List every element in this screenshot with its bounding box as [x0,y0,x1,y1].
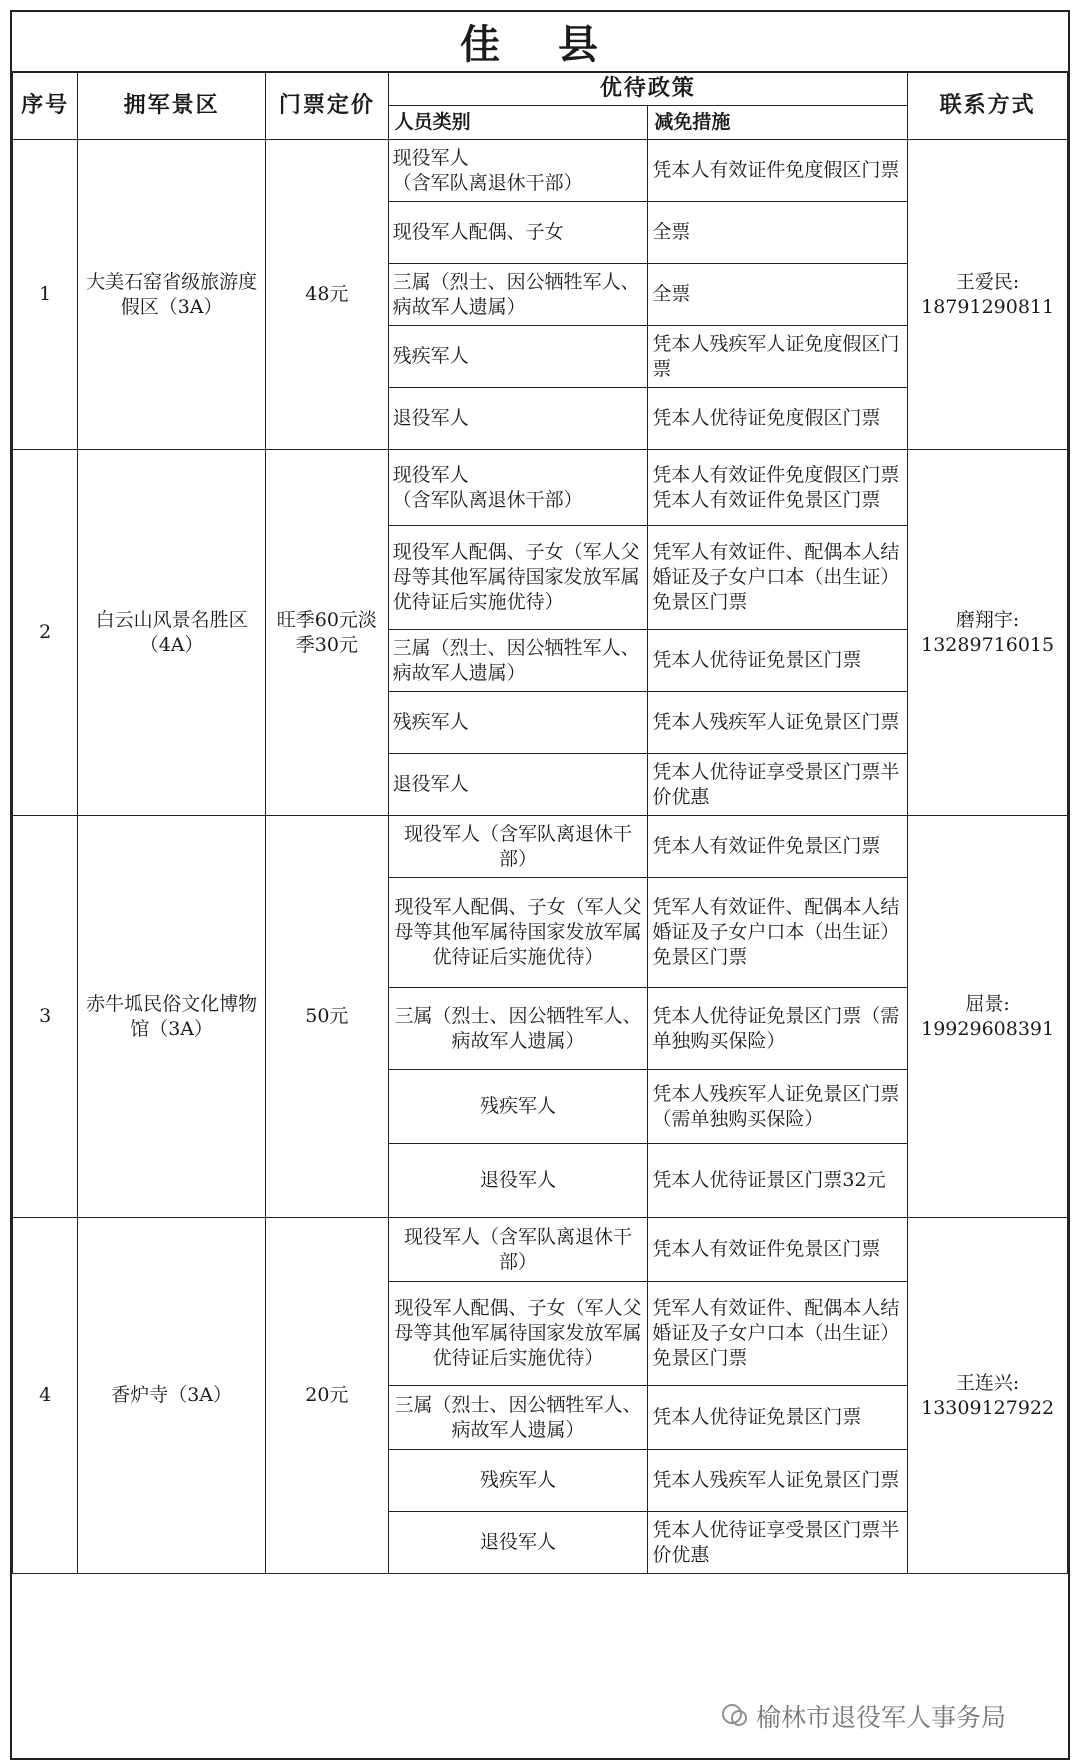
person-type-cell: 现役军人 （含军队离退休干部） [388,450,648,526]
header-contact: 联系方式 [908,72,1068,140]
table-row [13,1218,1068,1282]
person-type-cell: 现役军人 （含军队离退休干部） [388,140,648,202]
contact-phone: 19929608391 [921,1017,1055,1040]
measure-cell: 凭本人有效证件免度假区门票 [648,140,908,202]
row-number: 3 [13,816,78,1218]
scenic-name: 香炉寺（3A） [78,1218,266,1574]
ticket-price: 50元 [266,816,389,1218]
measure-cell: 全票 [648,264,908,326]
measure-cell: 凭本人优待证免景区门票 [648,630,908,692]
row-number: 2 [13,450,78,816]
person-type-cell: 三属（烈士、因公牺牲军人、病故军人遗属） [388,630,648,692]
person-type-cell: 现役军人配偶、子女（军人父母等其他军属待国家发放军属优待证后实施优待） [388,1282,648,1386]
measure-cell: 凭本人残疾军人证免景区门票 [648,692,908,754]
watermark [720,1698,1006,1734]
scenic-name: 大美石窑省级旅游度假区（3A） [78,140,266,450]
person-type-cell: 退役军人 [388,754,648,816]
row-number: 4 [13,1218,78,1574]
ticket-price: 48元 [266,140,389,450]
ticket-price: 旺季60元淡季30元 [266,450,389,816]
contact-name: 王爱民: [955,270,1020,293]
measure-cell: 凭本人残疾军人证免度假区门票 [648,326,908,388]
measure-cell: 凭本人有效证件免度假区门票凭本人有效证件免景区门票 [648,450,908,526]
header-no: 序号 [13,72,78,140]
measure-cell: 凭军人有效证件、配偶本人结婚证及子女户口本（出生证）免景区门票 [648,526,908,630]
person-type-cell: 三属（烈士、因公牺牲军人、病故军人遗属） [388,988,648,1070]
header-scenic: 拥军景区 [78,72,266,140]
measure-cell: 凭本人优待证免景区门票（需单独购买保险） [648,988,908,1070]
row-number: 1 [13,140,78,450]
measure-cell: 凭本人残疾军人证免景区门票 [648,1450,908,1512]
contact-name: 屈景: [965,992,1010,1015]
measure-cell: 凭本人有效证件免景区门票 [648,816,908,878]
contact-cell [908,140,1068,450]
table-row [13,140,1068,202]
person-type-cell: 残疾军人 [388,1070,648,1144]
contact-name: 磨翔宇: [955,608,1020,631]
policy-table [12,71,1068,1574]
person-type-cell: 退役军人 [388,388,648,450]
contact-cell [908,816,1068,1218]
contact-phone: 18791290811 [921,295,1055,318]
measure-cell: 全票 [648,202,908,264]
contact-phone: 13309127922 [921,1396,1055,1419]
measure-cell: 凭军人有效证件、配偶本人结婚证及子女户口本（出生证）免景区门票 [648,878,908,988]
table-row [13,816,1068,878]
person-type-cell: 三属（烈士、因公牺牲军人、病故军人遗属） [388,1386,648,1450]
person-type-cell: 现役军人配偶、子女 [388,202,648,264]
measure-cell: 凭军人有效证件、配偶本人结婚证及子女户口本（出生证）免景区门票 [648,1282,908,1386]
header-price: 门票定价 [266,72,389,140]
policy-sheet [10,10,1070,1760]
contact-name: 王连兴: [955,1371,1020,1394]
person-type-cell: 现役军人配偶、子女（军人父母等其他军属待国家发放军属优待证后实施优待） [388,526,648,630]
measure-cell: 凭本人优待证免景区门票 [648,1386,908,1450]
person-type-cell: 残疾军人 [388,1450,648,1512]
person-type-cell: 退役军人 [388,1512,648,1574]
measure-cell: 凭本人优待证享受景区门票半价优惠 [648,1512,908,1574]
person-type-cell: 现役军人配偶、子女（军人父母等其他军属待国家发放军属优待证后实施优待） [388,878,648,988]
person-type-cell: 残疾军人 [388,326,648,388]
measure-cell: 凭本人优待证免度假区门票 [648,388,908,450]
header-measure: 减免措施 [648,106,908,140]
person-type-cell: 现役军人（含军队离退休干部） [388,816,648,878]
person-type-cell: 三属（烈士、因公牺牲军人、病故军人遗属） [388,264,648,326]
header-person-type: 人员类别 [388,106,648,140]
table-body [13,140,1068,1574]
page-title: 佳 县 [12,12,1068,73]
measure-cell: 凭本人优待证享受景区门票半价优惠 [648,754,908,816]
scenic-name: 白云山风景名胜区（4A） [78,450,266,816]
header-policy: 优待政策 [388,72,908,106]
table-row [13,450,1068,526]
person-type-cell: 退役军人 [388,1144,648,1218]
contact-phone: 13289716015 [921,633,1055,656]
person-type-cell: 残疾军人 [388,692,648,754]
measure-cell: 凭本人残疾军人证免景区门票（需单独购买保险） [648,1070,908,1144]
contact-cell [908,1218,1068,1574]
watermark-text: 榆林市退役军人事务局 [756,1703,1007,1732]
scenic-name: 赤牛坬民俗文化博物馆（3A） [78,816,266,1218]
person-type-cell: 现役军人（含军队离退休干部） [388,1218,648,1282]
contact-cell [908,450,1068,816]
wechat-icon [720,1701,750,1731]
ticket-price: 20元 [266,1218,389,1574]
measure-cell: 凭本人有效证件免景区门票 [648,1218,908,1282]
measure-cell: 凭本人优待证景区门票32元 [648,1144,908,1218]
